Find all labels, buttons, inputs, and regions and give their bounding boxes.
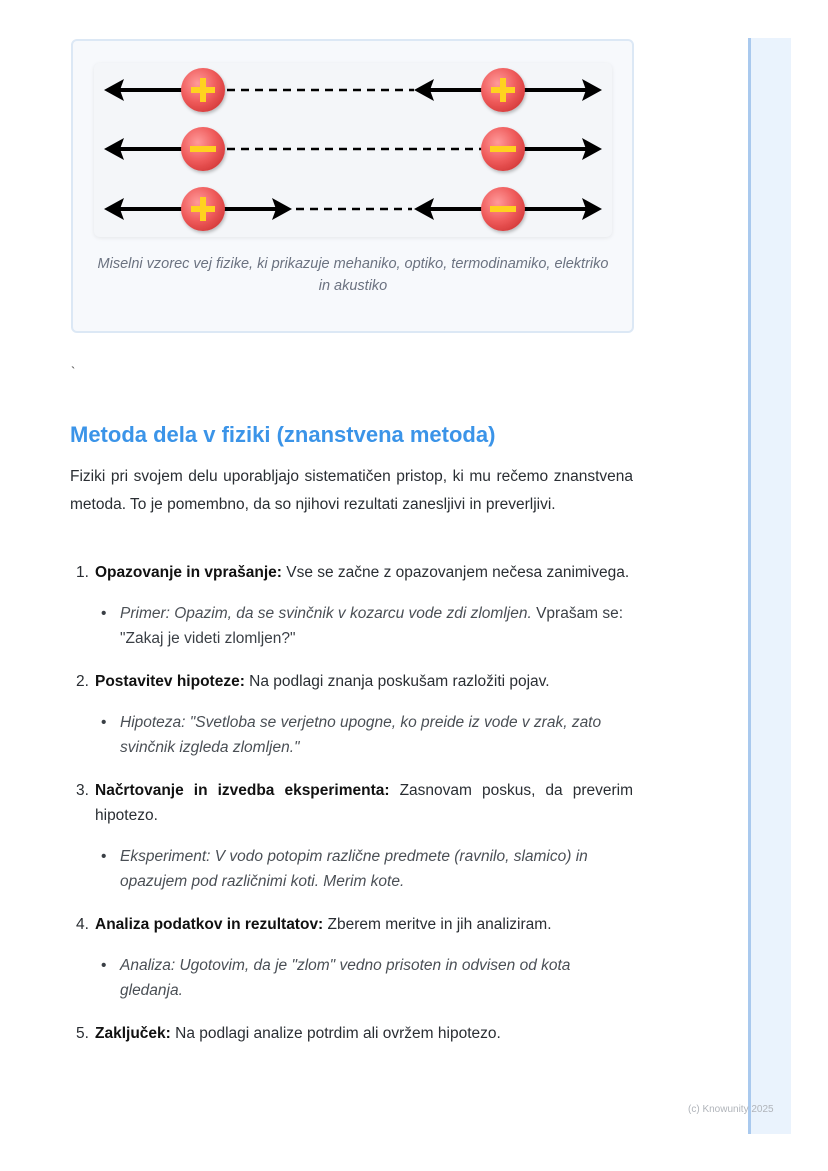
charges-diagram-svg: [94, 63, 612, 237]
example-italic: Analiza: Ugotovim, da je "zlom" vedno prisoten in odvisen od kota gledanja.: [120, 957, 571, 999]
step-3: [70, 778, 633, 828]
row-minus-minus: [104, 127, 602, 171]
row-plus-plus: [104, 68, 602, 112]
step-title: Postavitev hipoteze:: [95, 673, 245, 690]
step-number: 2.: [76, 673, 89, 690]
step-5: [70, 1021, 633, 1046]
step-text: Zberem meritve in jih analiziram.: [323, 916, 552, 933]
side-panel: [748, 38, 791, 1134]
step-2-example: [70, 710, 633, 760]
step-1: [70, 560, 633, 585]
step-title: Načrtovanje in izvedba eksperimenta:: [95, 782, 390, 799]
method-steps-list: [70, 560, 633, 1046]
section-heading: Metoda dela v fiziki (znanstvena metoda): [70, 422, 496, 447]
row-plus-minus: [104, 187, 602, 231]
example-italic: Eksperiment: V vodo potopim različne predmete (ravnilo, slamico) in opazujem pod različnimi koti. Merim kote.: [120, 848, 588, 890]
figure-caption: Miselni vzorec vej fizike, ki prikazuje mehaniko, optiko, termodinamiko, elektriko in akustiko: [97, 256, 609, 294]
step-3-example: [70, 844, 633, 894]
step-number: 4.: [76, 916, 89, 933]
example-italic: Primer: Opazim, da se svinčnik v kozarcu vode zdi zlomljen.: [120, 605, 532, 622]
step-number: 1.: [76, 564, 89, 581]
bullet-icon: •: [101, 605, 107, 622]
step-4: [70, 912, 633, 937]
figure-card: [71, 39, 634, 333]
step-number: 3.: [76, 782, 89, 799]
step-title: Analiza podatkov in rezultatov:: [95, 916, 324, 933]
step-number: 5.: [76, 1025, 89, 1042]
step-4-example: [70, 953, 633, 1003]
bullet-icon: •: [101, 848, 107, 865]
example-plain: Vprašam se: "Zakaj je videti zlomljen?": [120, 605, 624, 647]
charge-interaction-diagram: [94, 63, 612, 237]
intro-paragraph: Fiziki pri svojem delu uporabljajo sistematičen pristop, ki mu rečemo znanstvena metoda. To je pomembno, da so njihovi rezultati zanesljivi in preverljivi.: [70, 468, 633, 513]
step-text: Na podlagi znanja poskušam razložiti pojav.: [244, 673, 550, 690]
stray-mark: `: [71, 364, 76, 379]
copyright-footer: (c) Knowunity 2025: [688, 1104, 774, 1115]
step-1-example: [70, 601, 633, 651]
example-italic: Hipoteza: "Svetloba se verjetno upogne, ko preide iz vode v zrak, zato svinčnik izgleda zlomljen.": [120, 714, 602, 756]
step-text: Na podlagi analize potrdim ali ovržem hipotezo.: [170, 1025, 501, 1042]
bullet-icon: •: [101, 957, 107, 974]
bullet-icon: •: [101, 714, 107, 731]
step-2: [70, 669, 633, 694]
step-text: Zasnovam poskus, da preverim hipotezo.: [95, 782, 633, 824]
step-title: Zaključek:: [95, 1025, 171, 1042]
step-title: Opazovanje in vprašanje:: [95, 564, 282, 581]
step-text: Vse se začne z opazovanjem nečesa zanimivega.: [281, 564, 630, 581]
